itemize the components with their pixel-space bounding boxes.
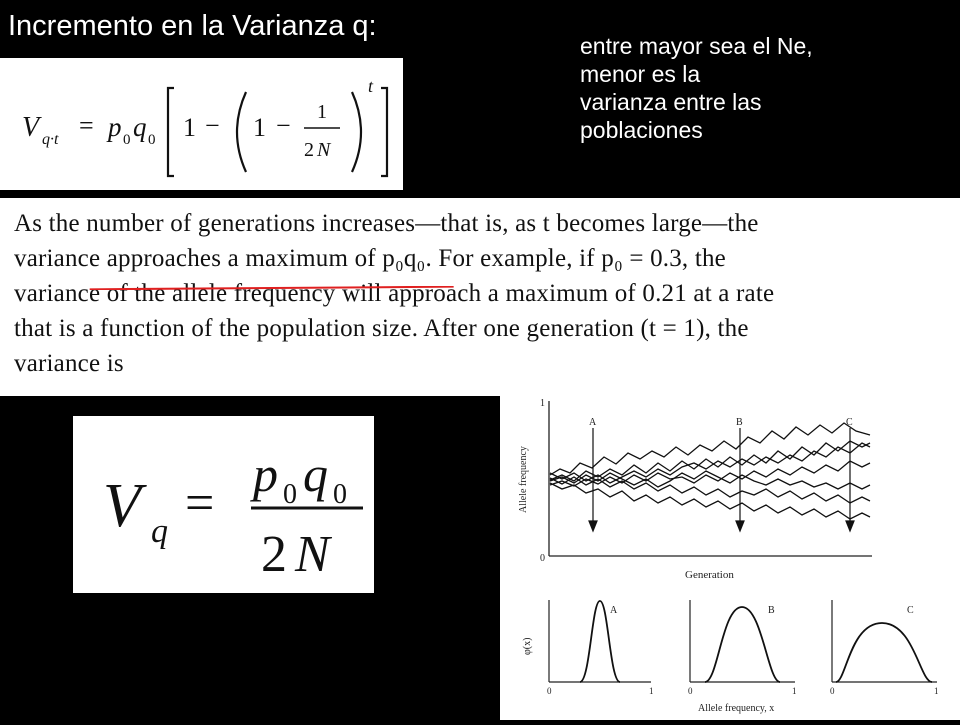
drift-figure <box>500 385 960 720</box>
slide-title: Incremento en la Varianza q: <box>8 10 377 42</box>
top-ylabel: Allele frequency <box>518 446 529 513</box>
svg-text:1: 1 <box>317 101 327 123</box>
marker-c-arrowhead <box>846 521 854 531</box>
svg-text:V: V <box>22 112 40 143</box>
top-ytick-top: 1 <box>540 398 545 409</box>
svg-text:p: p <box>253 446 278 502</box>
variance-formula-panel <box>73 416 374 593</box>
textbook-paragraph-panel <box>0 198 960 396</box>
textbook-paragraph <box>14 206 949 381</box>
slide-note <box>580 32 940 144</box>
svg-text:0: 0 <box>148 132 156 148</box>
paragraph-line-1: As the number of generations increases—that is, as t becomes large—the <box>14 210 759 237</box>
svg-text:N: N <box>295 526 330 583</box>
note-line-4: poblaciones <box>580 117 703 143</box>
note-line-3: varianza entre las <box>580 89 762 115</box>
svg-text:t: t <box>368 76 374 96</box>
red-underline <box>0 286 550 290</box>
svg-text:2: 2 <box>261 526 287 583</box>
trajectory-5 <box>550 483 870 519</box>
marker-b-arrowhead <box>736 521 744 531</box>
svg-text:q: q <box>133 112 147 142</box>
note-line-1: entre mayor sea el Ne, <box>580 33 813 59</box>
svg-text:−: − <box>205 111 220 140</box>
svg-text:=: = <box>79 111 94 140</box>
marker-a-label: A <box>589 417 597 428</box>
dist-c-label: C <box>907 605 914 616</box>
svg-text:0: 0 <box>123 132 131 148</box>
bottom-ylabel: φ(x) <box>522 637 533 655</box>
drift-figure-panel <box>500 385 960 720</box>
plot-b-tick0: 0 <box>688 686 693 696</box>
paragraph-line-2: variance approaches a maximum of p₀q₀. For example, if p₀ = 0.3, the <box>14 245 726 272</box>
plot-a-tick1: 1 <box>649 686 654 696</box>
variance-formula-t-panel <box>0 58 403 190</box>
svg-text:0: 0 <box>333 479 347 510</box>
drift-trajectories <box>550 423 870 519</box>
dist-a-label: A <box>610 605 618 616</box>
svg-text:1: 1 <box>253 113 266 142</box>
svg-text:q·t: q·t <box>42 131 59 148</box>
variance-formula-t <box>0 58 403 190</box>
marker-b-label: B <box>736 417 743 428</box>
variance-formula <box>73 416 374 593</box>
plot-c-tick1: 1 <box>934 686 939 696</box>
paragraph-line-3: variance of the allele frequency will approach a maximum of 0.21 at a rate <box>14 280 775 307</box>
top-xlabel: Generation <box>685 569 734 581</box>
top-ytick-bottom: 0 <box>540 553 545 564</box>
svg-text:V: V <box>103 472 141 540</box>
bottom-xlabel: Allele frequency, x <box>698 703 775 714</box>
note-line-2: menor es la <box>580 61 701 87</box>
svg-text:1: 1 <box>183 113 196 142</box>
paragraph-line-5: variance is <box>14 350 124 377</box>
svg-text:q: q <box>303 446 328 502</box>
marker-a-arrowhead <box>589 521 597 531</box>
dist-b-label: B <box>768 605 775 616</box>
plot-b-tick1: 1 <box>792 686 797 696</box>
svg-text:0: 0 <box>283 479 297 510</box>
svg-text:=: = <box>185 475 215 532</box>
svg-text:−: − <box>276 111 291 140</box>
plot-c-tick0: 0 <box>830 686 835 696</box>
distribution-b <box>705 607 780 682</box>
distribution-c <box>836 623 932 682</box>
paragraph-line-4: that is a function of the population size. After one generation (t = 1), the <box>14 315 749 342</box>
plot-a-tick0: 0 <box>547 686 552 696</box>
marker-c-label: C <box>846 417 853 428</box>
trajectory-6 <box>550 471 870 489</box>
svg-text:N: N <box>317 139 331 161</box>
svg-text:2: 2 <box>304 139 314 161</box>
svg-text:q: q <box>151 513 168 550</box>
svg-text:p: p <box>108 112 122 142</box>
